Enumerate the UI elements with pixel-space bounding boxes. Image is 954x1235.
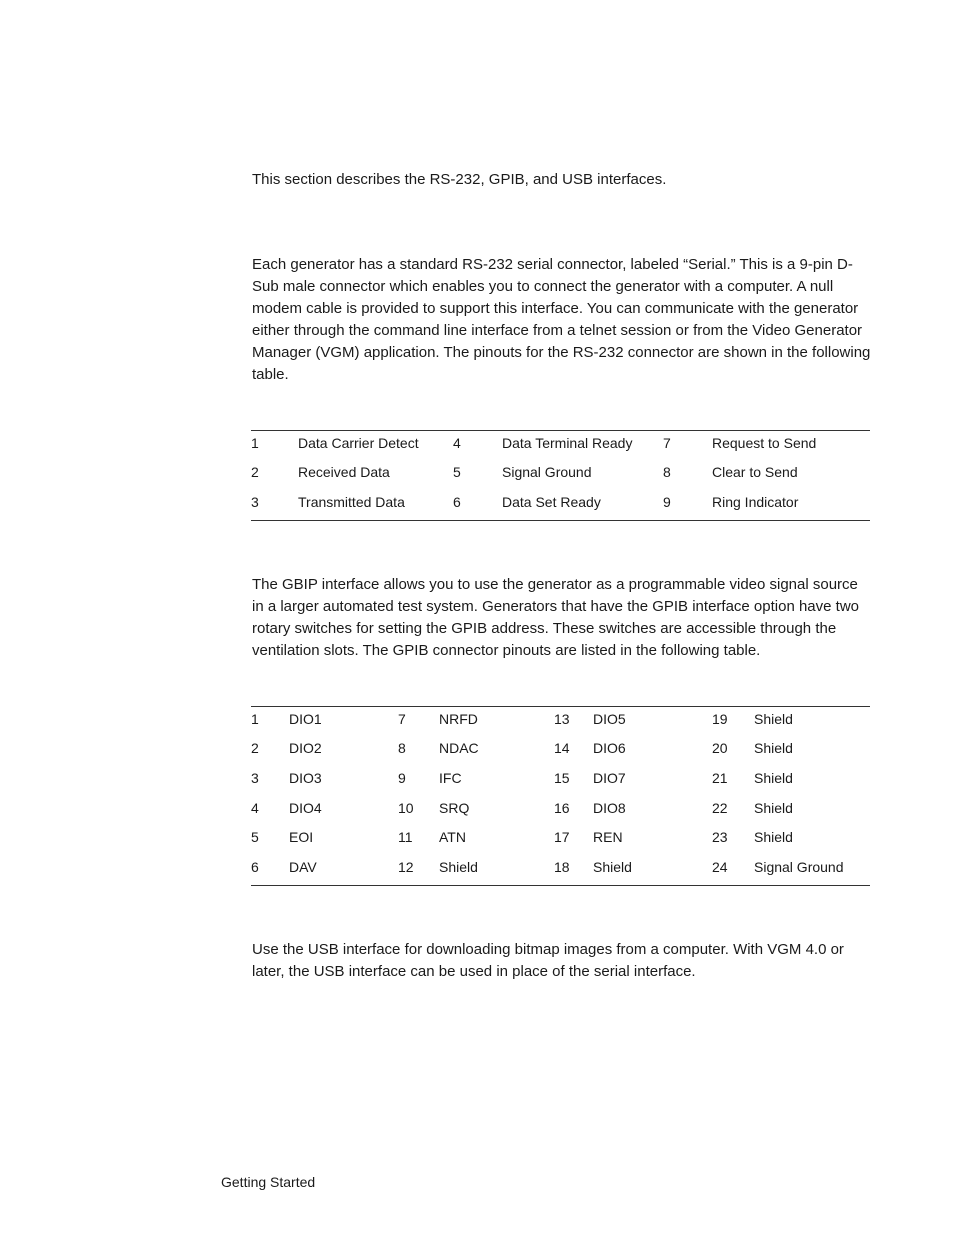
- pin-number: 14: [554, 740, 570, 756]
- pin-signal-name: DIO2: [289, 740, 322, 756]
- pin-number: 8: [398, 740, 406, 756]
- pin-signal-name: Shield: [754, 711, 793, 727]
- pin-signal-name: IFC: [439, 770, 462, 786]
- page-footer: Getting Started: [221, 1174, 316, 1190]
- pin-number: 21: [712, 770, 728, 786]
- pin-number: 8: [663, 464, 671, 480]
- pin-number: 2: [251, 464, 259, 480]
- pin-signal-name: Clear to Send: [712, 464, 798, 480]
- intro-paragraph: This section describes the RS-232, GPIB, and USB interfaces.: [252, 171, 667, 188]
- pin-number: 4: [251, 800, 259, 816]
- pin-number: 1: [251, 711, 259, 727]
- pin-signal-name: Signal Ground: [754, 859, 844, 875]
- pin-signal-name: Data Carrier Detect: [298, 435, 419, 451]
- pin-signal-name: Shield: [754, 829, 793, 845]
- pin-number: 1: [251, 435, 259, 451]
- pin-number: 5: [453, 464, 461, 480]
- pin-number: 19: [712, 711, 728, 727]
- pin-number: 22: [712, 800, 728, 816]
- pin-signal-name: SRQ: [439, 800, 470, 816]
- pin-number: 18: [554, 859, 570, 875]
- pin-number: 9: [663, 494, 671, 510]
- pin-signal-name: DIO1: [289, 711, 322, 727]
- gpib-pinout-table: [251, 706, 870, 886]
- pin-signal-name: EOI: [289, 829, 314, 845]
- pin-signal-name: ATN: [439, 829, 466, 845]
- pin-number: 4: [453, 435, 461, 451]
- rs232-pinout-table: [251, 430, 870, 521]
- pin-number: 15: [554, 770, 570, 786]
- pin-signal-name: DIO6: [593, 740, 626, 756]
- pin-number: 2: [251, 740, 259, 756]
- pin-signal-name: DIO7: [593, 770, 626, 786]
- pin-signal-name: Data Set Ready: [502, 494, 601, 510]
- usb-description-paragraph: Use the USB interface for downloading bitmap images from a computer. With VGM 4.0 or later, the USB interface can be used in place of the serial interface.: [252, 941, 844, 980]
- pin-signal-name: DIO4: [289, 800, 322, 816]
- pin-number: 9: [398, 770, 406, 786]
- pin-number: 7: [663, 435, 671, 451]
- pin-signal-name: NDAC: [439, 740, 479, 756]
- pin-signal-name: Shield: [439, 859, 478, 875]
- pin-signal-name: Request to Send: [712, 435, 817, 451]
- pin-signal-name: DIO5: [593, 711, 626, 727]
- pin-number: 6: [251, 859, 259, 875]
- pin-signal-name: DIO3: [289, 770, 322, 786]
- pin-number: 10: [398, 800, 414, 816]
- pin-signal-name: DIO8: [593, 800, 626, 816]
- pin-number: 13: [554, 711, 570, 727]
- pin-number: 23: [712, 829, 728, 845]
- pin-signal-name: Data Terminal Ready: [502, 435, 633, 451]
- pin-number: 7: [398, 711, 406, 727]
- pin-number: 12: [398, 859, 414, 875]
- pin-signal-name: Shield: [593, 859, 632, 875]
- pin-number: 24: [712, 859, 728, 875]
- pin-signal-name: Ring Indicator: [712, 494, 799, 510]
- pin-number: 5: [251, 829, 259, 845]
- pin-number: 17: [554, 829, 570, 845]
- pin-number: 3: [251, 770, 259, 786]
- pin-signal-name: Transmitted Data: [298, 494, 405, 510]
- pin-signal-name: Shield: [754, 740, 793, 756]
- gpib-description-paragraph: The GBIP interface allows you to use the generator as a programmable video signal source in a larger automated test system. Generators that have the GPIB interface option have two rotary switches for setting the GPIB address. These switches are accessible through the ventilation slots. The GPIB connector pinouts are listed in the following table.: [252, 576, 859, 659]
- pin-number: 3: [251, 494, 259, 510]
- pin-signal-name: NRFD: [439, 711, 478, 727]
- pin-signal-name: Received Data: [298, 464, 390, 480]
- pin-number: 11: [398, 829, 413, 845]
- pin-signal-name: Shield: [754, 800, 793, 816]
- rs232-description-paragraph: Each generator has a standard RS-232 serial connector, labeled “Serial.” This is a 9-pin D-Sub male connector which enables you to connect the generator with a computer. A null modem cable is provided to support this interface. You can communicate with the generator either through the command line interface from a telnet session or from the Video Generator Manager (VGM) application. The pinouts for the RS-232 connector are shown in the following table.: [252, 256, 871, 383]
- pin-number: 20: [712, 740, 728, 756]
- pin-number: 16: [554, 800, 570, 816]
- pin-signal-name: Shield: [754, 770, 793, 786]
- pin-signal-name: Signal Ground: [502, 464, 592, 480]
- pin-signal-name: DAV: [289, 859, 317, 875]
- pin-number: 6: [453, 494, 461, 510]
- pin-signal-name: REN: [593, 829, 623, 845]
